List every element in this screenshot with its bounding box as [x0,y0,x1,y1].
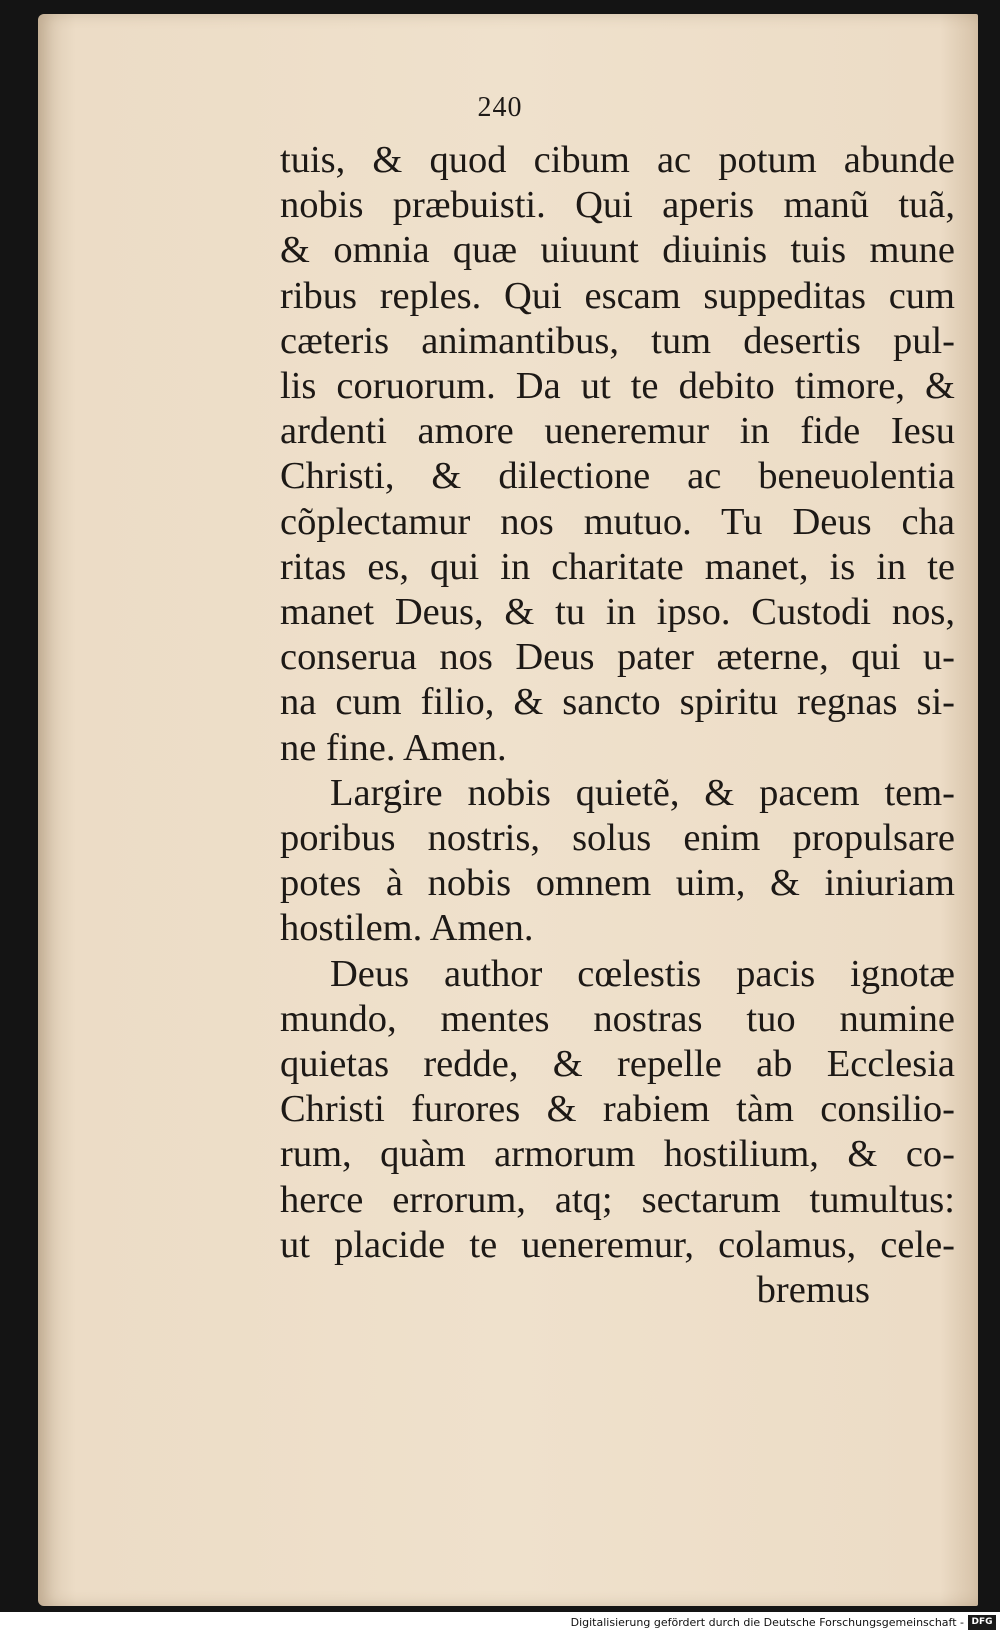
text-line: cõplectamur nos mutuo. Tu Deus cha [280,500,955,543]
page-text-block [280,138,960,1313]
text-line: ritas es, qui in charitate manet, is in te [280,545,955,588]
text-line: potes à nobis omnem uim, & iniuriam [280,862,955,905]
text-line: herce errorum, atq; sectarum tumultus: [280,1178,955,1221]
text-line: Deus author cœlestis pacis ignotæ [330,952,955,995]
text-line: ne fine. Amen. [280,726,507,769]
text-line: ribus reples. Qui escam suppeditas cum [280,274,955,317]
text-line: ut placide te ueneremur, colamus, cele- [280,1223,955,1266]
text-line: na cum filio, & sancto spiritu regnas si- [280,681,955,724]
catchword: bremus [756,1269,870,1312]
text-line: Christi, & dilectione ac beneuolentia [280,455,955,498]
text-line: mundo, mentes nostras tuo numine [280,997,955,1040]
digitization-footer [0,1612,1000,1635]
text-line: tuis, & quod cibum ac potum abunde [280,139,955,181]
page-number: 240 [477,92,523,123]
text-line: & omnia quæ uiuunt diuinis tuis mune [280,229,955,272]
text-line: Largire nobis quietẽ, & pacem tem- [330,771,955,814]
text-line: Christi furores & rabiem tàm consilio- [280,1088,955,1131]
text-line: ardenti amore ueneremur in fide Iesu [280,410,955,453]
footer-credit: Digitalisierung gefördert durch die Deutsche Forschungsgemeinschaft - [570,1616,964,1629]
dfg-logo-icon: DFG [968,1615,996,1630]
text-line: hostilem. Amen. [280,907,534,950]
text-line: cæteris animantibus, tum desertis pul- [280,319,955,362]
text-line: nobis præbuisti. Qui aperis manũ tuã, [280,184,955,227]
text-line: conserua nos Deus pater æterne, qui u- [280,636,955,679]
text-line: quietas redde, & repelle ab Ecclesia [280,1043,955,1086]
text-line: poribus nostris, solus enim propulsare [280,817,955,860]
text-line: lis coruorum. Da ut te debito timore, & [280,365,955,408]
text-line: rum, quàm armorum hostilium, & co- [280,1133,955,1176]
text-line: manet Deus, & tu in ipso. Custodi nos, [280,591,955,634]
